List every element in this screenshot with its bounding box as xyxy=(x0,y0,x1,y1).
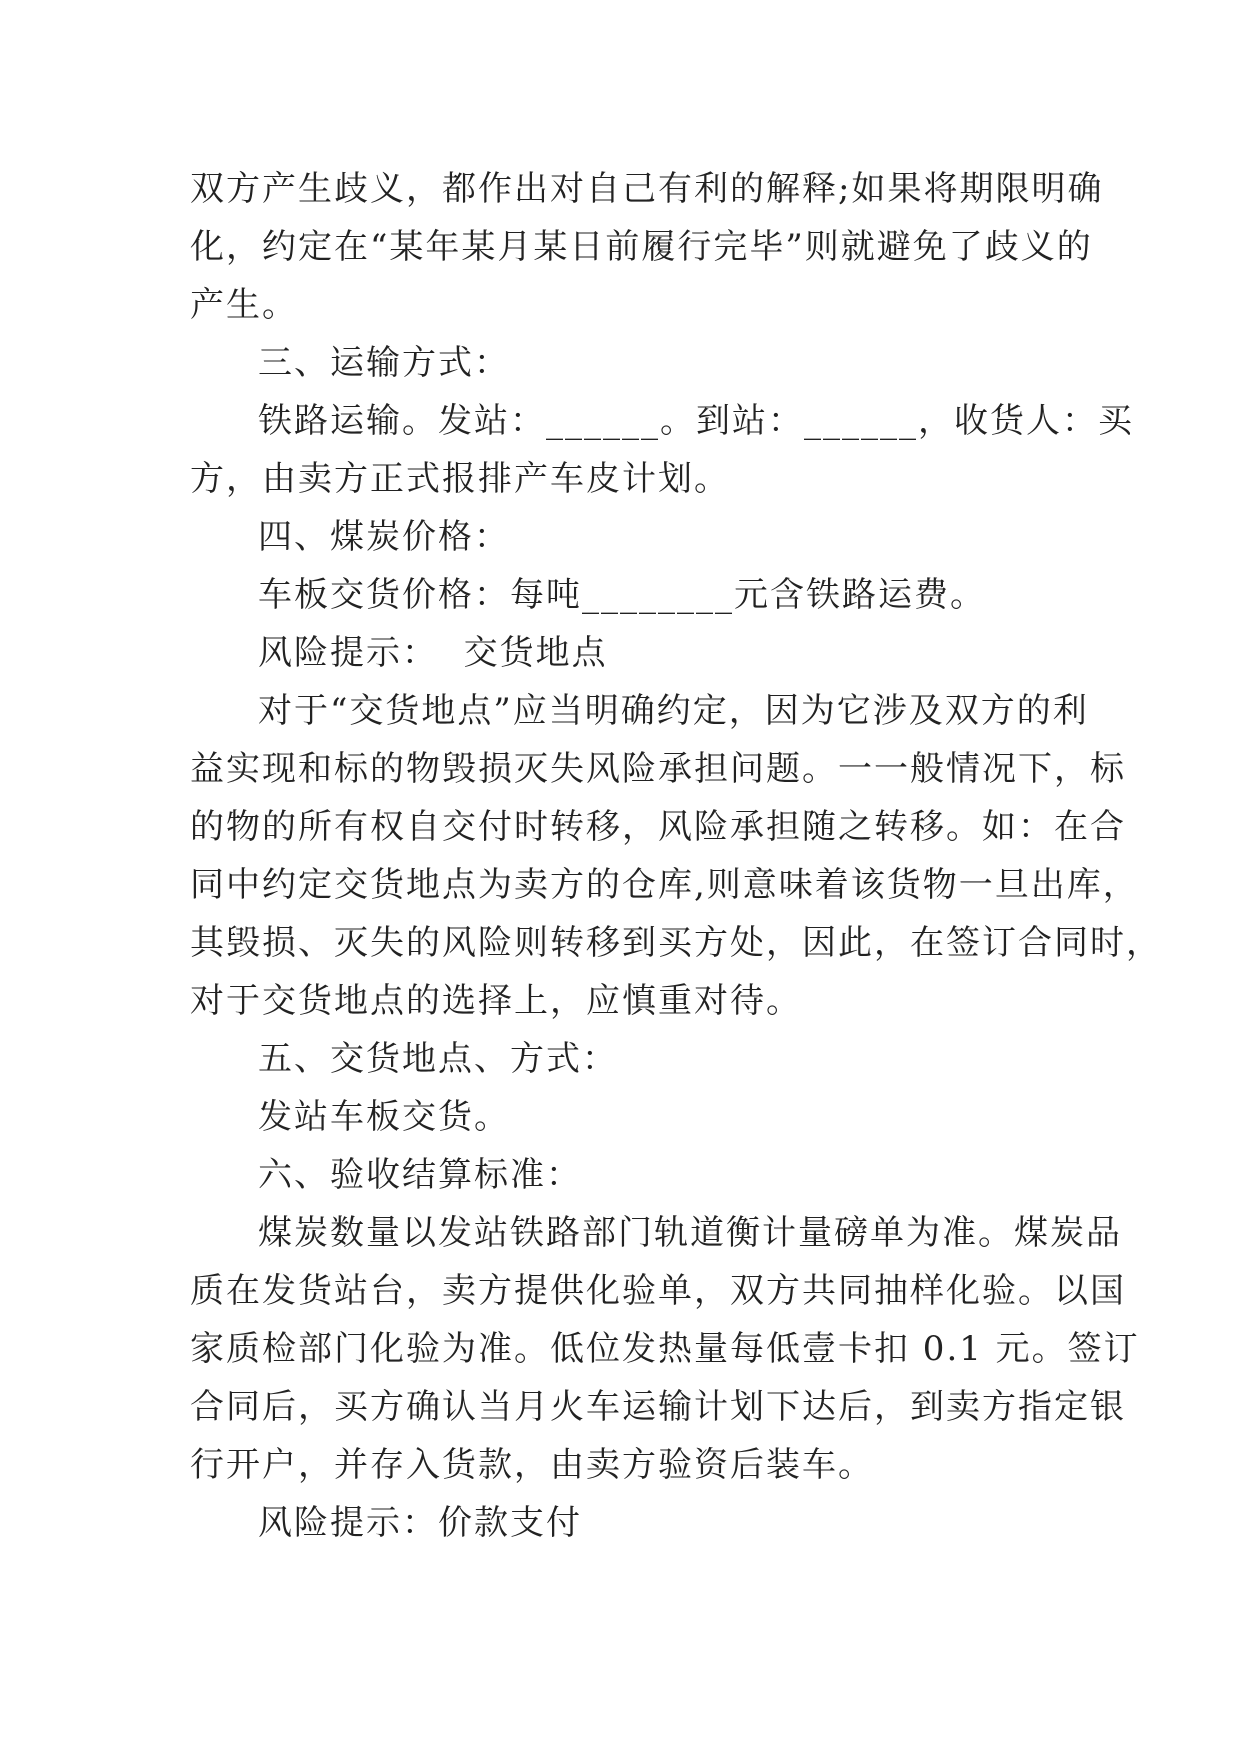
paragraph-line: 双方产生歧义，都作出对自己有利的解释;如果将期限明确 xyxy=(190,169,1104,209)
paragraph-line: 发站车板交货。 xyxy=(258,1097,510,1137)
paragraph-line: 的物的所有权自交付时转移，风险承担随之转移。如：在合 xyxy=(190,807,1126,847)
section-heading: 三、运输方式： xyxy=(258,343,510,383)
paragraph-line: 车板交货价格：每吨________元含铁路运费。 xyxy=(258,575,986,615)
paragraph-line: 家质检部门化验为准。低位发热量每低壹卡扣 0.1 元。签订 xyxy=(190,1329,1140,1369)
paragraph-line: 化，约定在“某年某月某日前履行完毕”则就避免了歧义的 xyxy=(190,227,1093,267)
paragraph-line: 行开户，并存入货款，由卖方验资后装车。 xyxy=(190,1445,874,1485)
paragraph-line: 合同后，买方确认当月火车运输计划下达后，到卖方指定银 xyxy=(190,1387,1126,1427)
section-heading: 五、交货地点、方式： xyxy=(258,1039,618,1079)
paragraph-line: 铁路运输。发站：______。到站：______，收货人：买 xyxy=(258,401,1134,441)
paragraph-line: 方，由卖方正式报排产车皮计划。 xyxy=(190,459,730,499)
paragraph-line: 质在发货站台，卖方提供化验单，双方共同抽样化验。以国 xyxy=(190,1271,1126,1311)
section-heading: 六、验收结算标准： xyxy=(258,1155,582,1195)
paragraph-line: 益实现和标的物毁损灭失风险承担问题。一一般情况下，标 xyxy=(190,749,1126,789)
paragraph-line: 其毁损、灭失的风险则转移到买方处，因此，在签订合同时， xyxy=(190,923,1162,963)
document-body xyxy=(190,160,1162,1552)
risk-note-heading: 风险提示： 交货地点 xyxy=(258,633,608,673)
paragraph-line: 煤炭数量以发站铁路部门轨道衡计量磅单为准。煤炭品 xyxy=(258,1213,1122,1253)
risk-note-heading: 风险提示：价款支付 xyxy=(258,1503,582,1543)
paragraph-line: 对于交货地点的选择上，应慎重对待。 xyxy=(190,981,802,1021)
paragraph-line: 产生。 xyxy=(190,285,298,325)
section-heading: 四、煤炭价格： xyxy=(258,517,510,557)
paragraph-line: 同中约定交货地点为卖方的仓库,则意味着该货物一旦出库， xyxy=(190,865,1139,905)
paragraph-line: 对于“交货地点”应当明确约定，因为它涉及双方的利 xyxy=(258,691,1089,731)
